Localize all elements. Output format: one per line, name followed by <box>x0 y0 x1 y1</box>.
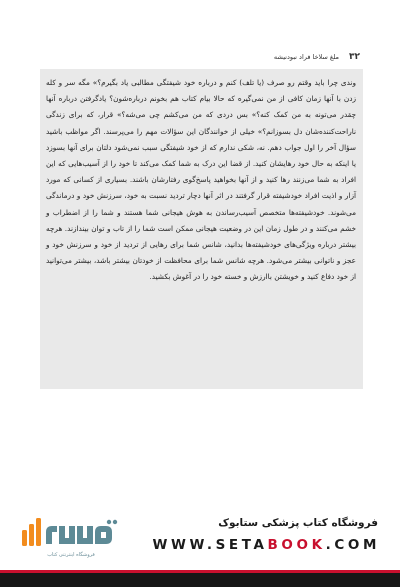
setabook-logo <box>20 517 120 561</box>
page-number: ۳۲ <box>349 52 360 62</box>
highlighted-text-block <box>40 69 363 389</box>
running-head: ملغ سلاخا فراد نبودنیشه <box>273 53 339 61</box>
body-paragraph: وندی چرا باید وقتم رو صرف (یا تلف) کنم و درباره خود شیفتگی مطالبی یاد بگیرم؟» مگه سر و کله زدن با آنها زمان کافی از من نمی‌گیره که حالا بیام کتاب هم بخونم درباره‌شون؟ یادگرفتن درباره آنها چقدر می‌تونه به من کمک کنه؟» بس دردی که من می‌کشم چی می‌شه؟» قرار، که برای زندگی ناراحت‌کننده‌شان دل بسوزانم؟» خیلی از خوانندگان این سؤالات مهم را می‌پرسند. اگر مواظب باشید سؤال آخر را اول جواب دهم. نه، شکی ندارم که از خود شیفتگی سبب نمی‌شود دلتان برای آنها بسوزد یا اینکه به حال خود رهایشان کنید. از قضا این درک به شما کمک می‌کند تا خود را از آسیب‌هایی که این افراد به شما می‌زنند رها کنید و از آنها بخواهید پاسخ‌گوی رفتارشان باشند. بسیاری از کسانی که مورد آزار و اذیت افراد خودشیفته قرار گرفتند در اثر آنها دچار تردید نسبت به خود، سرزنش خود و درماندگی می‌شوند. خودشیفته‌ها متخصص آسیب‌رساندن به هوش هیجانی شما هستند و شما را از اضطراب و خشم می‌کنند و در طول زمان این در وضعیت هیجانی ممکن است شما را از تاب و توان بیندازند. هرچه بیشتر درباره ویژگی‌های خودشیفته‌ها بدانید، شانس شما برای رهایی از تردید از خود و سرزنش خود و عجز و ناتوانی بیشتر می‌شود. هرچه شانس شما برای محافظت از خودتان بیشتر باشد، بیشتر می‌توانید از خود دفاع کنید و خویشتن باارزش و خسته خود را در آغوش بکشید. <box>46 78 356 282</box>
site-url-prefix: WWW.SETA <box>152 537 268 553</box>
site-url[interactable] <box>152 537 380 553</box>
footer-dark-bar <box>0 573 400 587</box>
site-url-suffix: .COM <box>325 537 380 553</box>
setabook-logo-mark <box>20 517 120 551</box>
page-header <box>40 50 360 64</box>
logo-tagline: فروشگاه اینترنتی کتاب <box>47 552 95 558</box>
site-url-book: BOOK <box>267 537 326 553</box>
publisher-footer <box>0 507 400 587</box>
store-name: فروشگاه کتاب پزشکی ستابوک <box>218 517 378 529</box>
